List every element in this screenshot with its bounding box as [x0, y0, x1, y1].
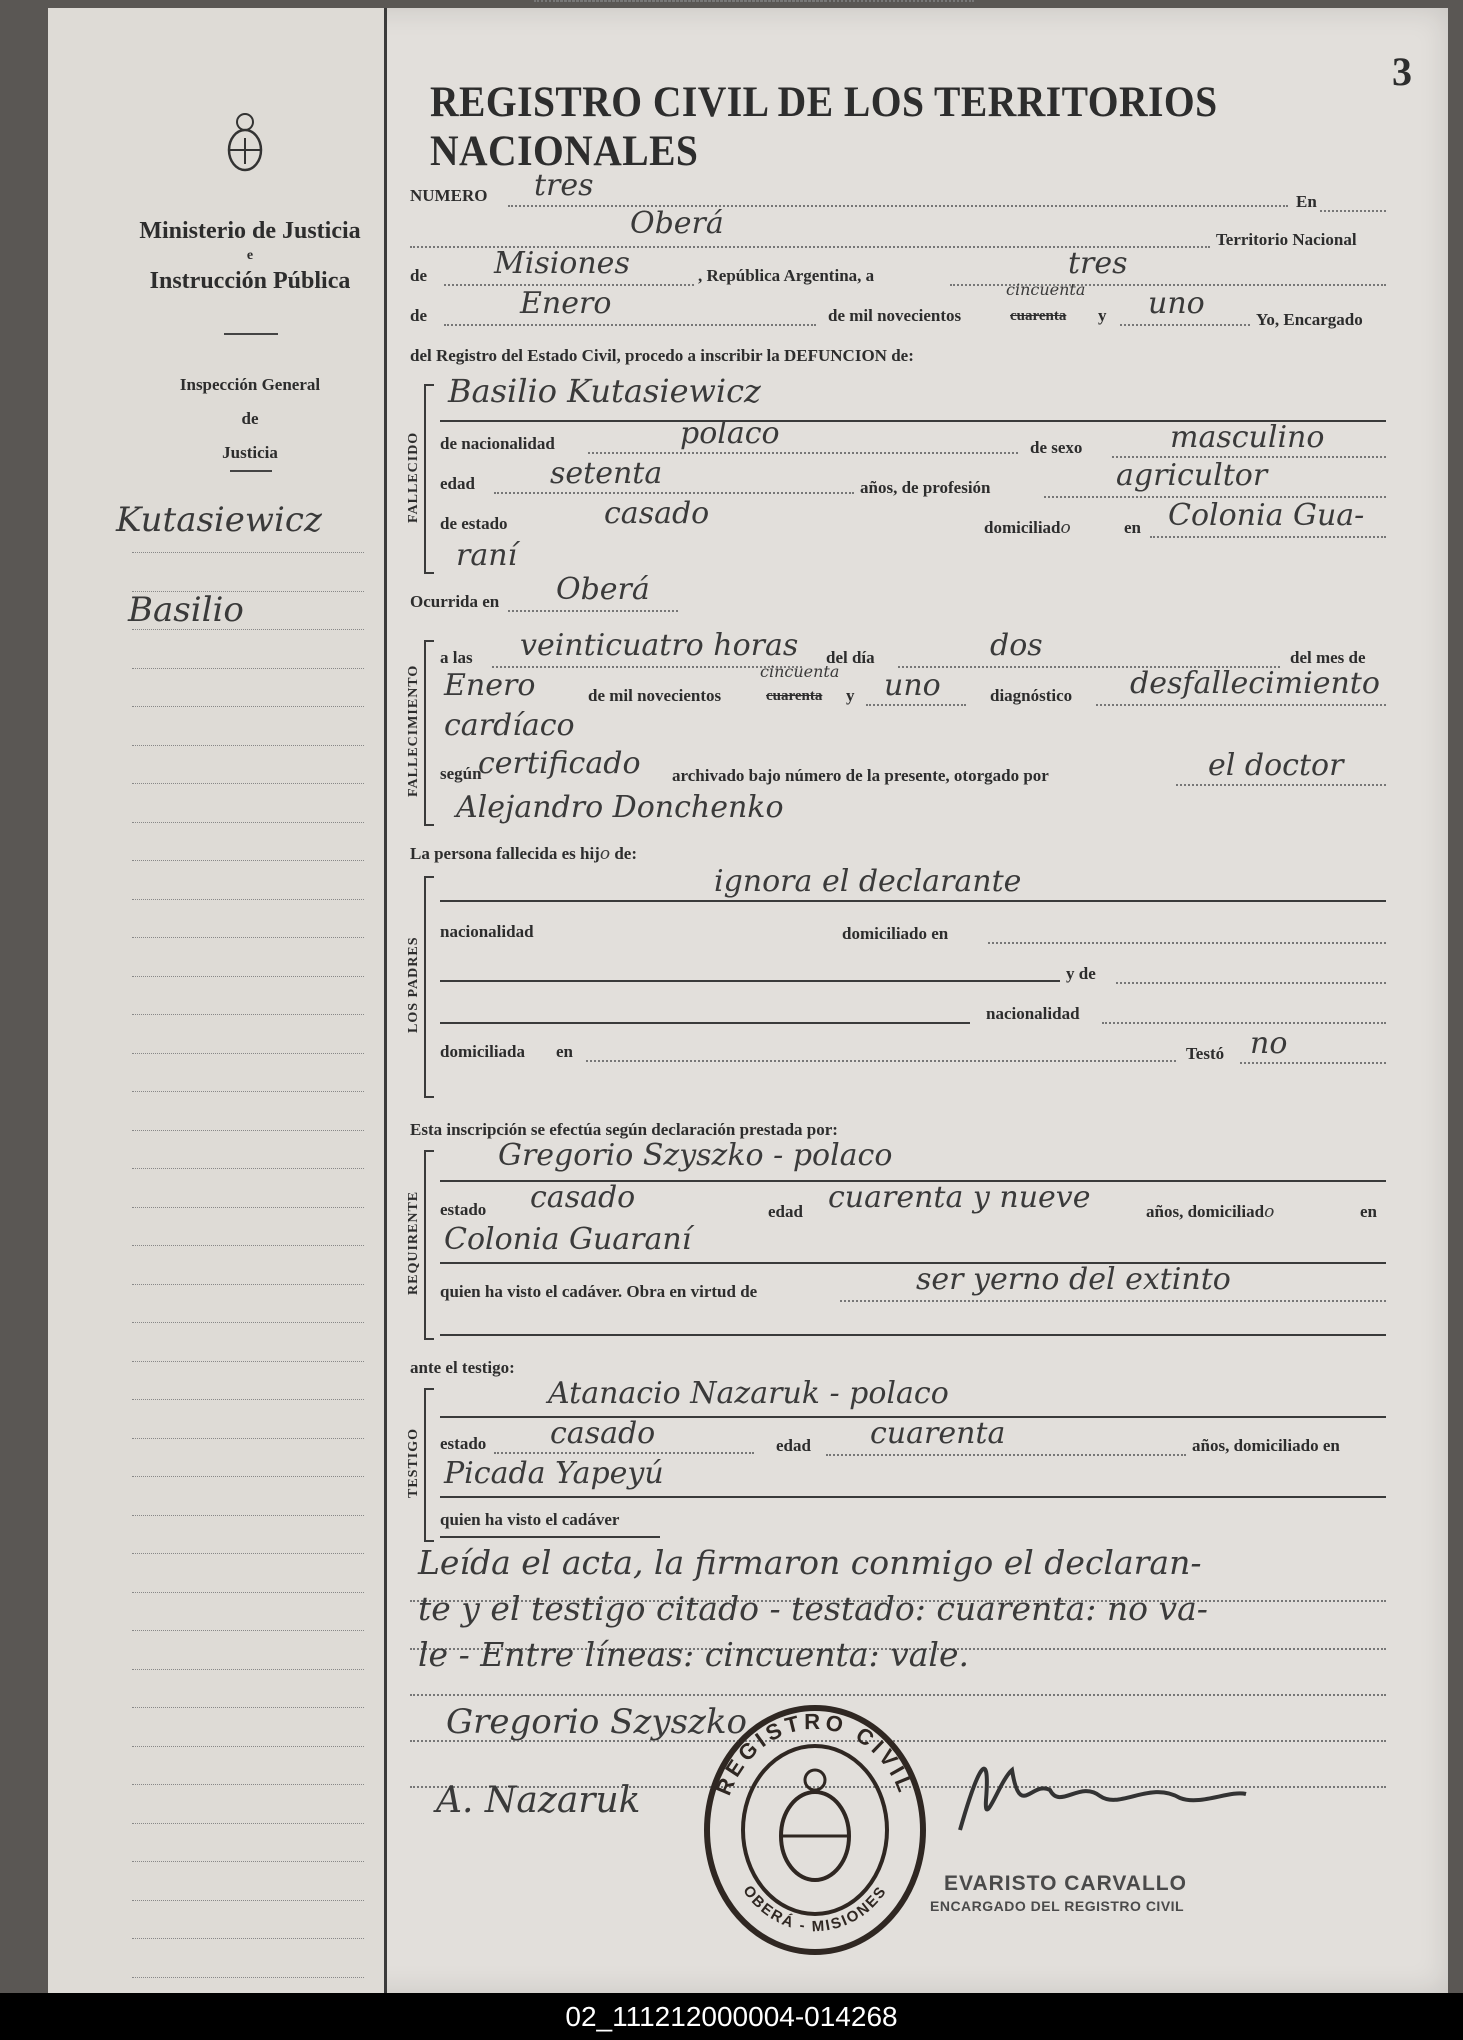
closing-note: [418, 1540, 1208, 1678]
margin-rule-line: [132, 1592, 364, 1593]
req-estado-label: estado: [440, 1200, 487, 1219]
territory-value: Misiones: [494, 246, 630, 281]
otorgado-line: [1176, 784, 1386, 786]
page-number: 3: [1392, 49, 1412, 94]
margin-rule-line: [132, 1322, 364, 1323]
fallecimiento-section-label: FALLECIMIENTO: [406, 664, 421, 798]
margin-rule-line: [132, 783, 364, 784]
left-margin-column: [48, 8, 386, 1993]
domicilio-value: Colonia Gua-: [1168, 498, 1365, 533]
requirente-bottom-rule: [440, 1334, 1386, 1336]
margin-rule-line: [132, 860, 364, 861]
domiciliada-label: domiciliada: [440, 1042, 526, 1061]
padres-domiciliado-line: [988, 942, 1386, 944]
registro-line: del Registro del Estado Civil, procedo a inscribir la DEFUNCION de:: [410, 346, 914, 365]
domicilio-continuation: raní: [456, 538, 518, 573]
del-mes-label: del mes de: [1290, 648, 1366, 667]
margin-rule-line: [132, 1053, 364, 1054]
test-estado-label: estado: [440, 1434, 487, 1453]
mes-value: Enero: [444, 668, 536, 703]
sexo-value: masculino: [1170, 420, 1325, 455]
margin-rule-line: [132, 1284, 364, 1285]
margin-rule-line: [132, 1823, 364, 1824]
padre-value: ignora el declarante: [714, 864, 1022, 899]
y-label-1: y: [1098, 306, 1107, 325]
margin-rule-line: [132, 1669, 364, 1670]
numero-value: tres: [534, 168, 594, 203]
fallecido-en-label: en: [1124, 518, 1141, 537]
padres-rule-2: [440, 980, 1060, 982]
numero-label: NUMERO: [410, 186, 488, 205]
test-anos-label: años, domiciliado en: [1192, 1436, 1340, 1455]
edad-line: [494, 492, 854, 494]
testo-label: Testó: [1186, 1044, 1225, 1063]
margin-rule-line: [132, 1938, 364, 1939]
test-edad-value: cuarenta: [870, 1416, 1006, 1451]
requirente-bracket: [424, 1150, 434, 1340]
de-label-1: de: [410, 266, 427, 285]
inspection-divider: [230, 470, 272, 472]
margin-rule-line: [132, 1361, 364, 1362]
fall-y-label: y: [846, 686, 855, 705]
ministry-line-2: e: [246, 248, 254, 263]
decade-struck: cuarenta: [1010, 308, 1067, 324]
test-edad-label: edad: [776, 1436, 811, 1455]
place-value: Oberá: [630, 206, 724, 241]
estado-value: casado: [604, 496, 710, 531]
domiciliad-text: domiciliad: [984, 518, 1061, 537]
req-edad-label: edad: [768, 1202, 803, 1221]
padres-nacionalidad-line: [556, 0, 826, 2]
margin-rule-line: [132, 899, 364, 900]
sexo-label: de sexo: [1030, 438, 1083, 457]
domiciliada-line: [586, 1060, 1176, 1062]
encargado-title: ENCARGADO DEL REGISTRO CIVIL: [930, 1898, 1185, 1914]
margin-rule-line: [132, 1746, 364, 1747]
month-value: Enero: [520, 286, 612, 321]
month-line: [444, 324, 816, 326]
fall-mil-label: de mil novecientos: [588, 686, 722, 705]
test-edad-line: [826, 1454, 1186, 1456]
margin-rule-line: [132, 1861, 364, 1862]
margin-rule-line: [132, 629, 364, 630]
testo-value: no: [1250, 1026, 1288, 1061]
requirente-name: Gregorio Szyszko - polaco: [498, 1138, 893, 1173]
dia-value: dos: [990, 628, 1043, 663]
testigo-section-label: TESTIGO: [406, 1427, 421, 1499]
declarante-signature: Gregorio Szyszko: [446, 1702, 748, 1742]
y-de-line: [1116, 982, 1386, 984]
test-quien-label: quien ha visto el cadáver: [440, 1510, 620, 1529]
testigo-intro: ante el testigo:: [410, 1358, 515, 1377]
encargado-name: EVARISTO CARVALLO: [944, 1872, 1187, 1895]
margin-rule-line: [132, 1630, 364, 1631]
padres-intro-suffix: o: [599, 844, 611, 864]
ocurrida-line: [508, 610, 678, 612]
margin-rule-line: [132, 1977, 364, 1978]
margin-rule-line: [132, 745, 364, 746]
diagnostico-label: diagnóstico: [990, 686, 1073, 705]
year-unit-value: uno: [1148, 286, 1205, 321]
ministry-heading: [120, 216, 380, 296]
margin-rule-line: [132, 591, 364, 592]
numero-line: [508, 205, 1288, 207]
inspection-line-3: Justicia: [222, 443, 278, 462]
req-domicilio-value: Colonia Guaraní: [444, 1222, 692, 1257]
decade-correction: cincuenta: [1006, 280, 1086, 299]
testigo-bottom-rule: [440, 1536, 660, 1538]
testigo-bracket: [424, 1388, 434, 1542]
fall-decade-correction: cincuenta: [760, 662, 840, 681]
diagnostico-value: desfallecimiento: [1130, 666, 1380, 701]
ministry-line-3: Instrucción Pública: [149, 268, 351, 294]
margin-rule-line: [132, 1245, 364, 1246]
nacionalidad-label: de nacionalidad: [440, 434, 555, 453]
closing-note-line-3: le - Entre líneas: cincuenta: vale.: [418, 1635, 969, 1674]
nacionalidad-value: polaco: [680, 416, 780, 451]
ministry-divider: [224, 333, 278, 335]
day-value: tres: [1068, 246, 1128, 281]
hora-line: [492, 666, 802, 668]
column-divider: [384, 8, 387, 1993]
testo-line: [1240, 1062, 1386, 1064]
year-unit-line: [1120, 324, 1250, 326]
requirente-intro: Esta inscripción se efectúa según declaración prestada por:: [410, 1120, 838, 1139]
padres-nacionalidad2-label: nacionalidad: [986, 1004, 1080, 1023]
diagnostico-line: [1096, 704, 1386, 706]
encargado-label: Yo, Encargado: [1256, 310, 1363, 329]
margin-rule-line: [132, 1553, 364, 1554]
test-domicilio-value: Picada Yapeyú: [444, 1456, 664, 1491]
req-estado-value: casado: [530, 1180, 636, 1215]
stamp-bottom-text: OBERÁ - MISIONES: [739, 1882, 891, 1936]
margin-surname: Kutasiewicz: [116, 500, 322, 540]
inspection-line-2: de: [241, 409, 259, 428]
fall-year-unit-value: uno: [884, 668, 941, 703]
padres-section-label: LOS PADRES: [406, 936, 421, 1034]
padres-intro: [410, 844, 637, 864]
inspection-line-1: Inspección General: [179, 375, 321, 394]
virtud-line: [840, 1300, 1386, 1302]
edad-label: edad: [440, 474, 475, 493]
margin-rule-line: [132, 1014, 364, 1015]
fallecido-section-label: FALLECIDO: [406, 431, 421, 523]
margin-rule-line: [132, 1438, 364, 1439]
fall-year-unit-line: [866, 704, 966, 706]
margin-rule-line: [132, 1900, 364, 1901]
padre-rule: [440, 900, 1386, 902]
otorgado-value: el doctor: [1208, 748, 1344, 783]
margin-rule-line: [132, 1091, 364, 1092]
closing-note-line-1: Leída el acta, la firmaron conmigo el declaran-: [418, 1543, 1202, 1582]
hora-value: veinticuatro horas: [520, 628, 799, 663]
note-line-3: [410, 1694, 1386, 1696]
padres-bracket: [424, 876, 434, 1098]
margin-rule-line: [132, 706, 364, 707]
segun-value: certificado: [478, 746, 641, 781]
ocurrida-value: Oberá: [556, 572, 650, 607]
ministry-line-1: Ministerio de Justicia: [139, 218, 361, 244]
nacionalidad-line: [588, 452, 1018, 454]
encargado-signature-icon: [940, 1740, 1260, 1860]
margin-rule-line: [132, 937, 364, 938]
mil-label: de mil novecientos: [828, 306, 962, 325]
margin-rule-line: [132, 668, 364, 669]
req-anos-label: [1146, 1202, 1274, 1222]
fall-decade-struck: cuarenta: [766, 688, 823, 704]
margin-rule-line: [132, 822, 364, 823]
margin-rule-line: [132, 1515, 364, 1516]
inspection-heading: [150, 368, 350, 470]
padres-domiciliado-label: domiciliado en: [842, 924, 949, 943]
ocurrida-label: Ocurrida en: [410, 592, 500, 611]
domicilio-line: [1150, 536, 1386, 538]
del-dia-label: del día: [826, 648, 875, 667]
margin-rule-line: [132, 1707, 364, 1708]
stamp-top-text: REGISTRO CIVIL: [710, 1708, 920, 1799]
profesion-value: agricultor: [1116, 458, 1268, 493]
padres-rule-3: [440, 1022, 970, 1024]
profesion-label: años, de profesión: [860, 478, 991, 497]
margin-rule-line: [132, 1784, 364, 1785]
en-label: En: [1296, 192, 1317, 211]
padres-intro-text: La persona fallecida es hij: [410, 844, 600, 863]
domiciliad-label: [984, 518, 1071, 538]
margin-given-name: Basilio: [128, 590, 244, 630]
fallecimiento-bracket: [424, 640, 434, 826]
coat-of-arms-icon: [224, 108, 266, 174]
segun-label: según: [440, 764, 482, 783]
test-estado-value: casado: [550, 1416, 656, 1451]
req-edad-value: cuarenta y nueve: [828, 1180, 1091, 1215]
margin-rule-line: [132, 976, 364, 977]
territorio-label: Territorio Nacional: [1216, 230, 1357, 249]
domiciliad-suffix: o: [1060, 518, 1071, 538]
fallecido-bracket: [424, 384, 434, 574]
margin-rule-line: [132, 1168, 364, 1169]
req-anos-text: años, domiciliad: [1146, 1202, 1265, 1221]
margin-rule-line: [132, 552, 364, 553]
en-line: [1320, 210, 1386, 212]
margin-rule-line: [132, 1207, 364, 1208]
test-estado-line: [494, 1452, 754, 1454]
domiciliada-en-label: en: [556, 1042, 573, 1061]
testigo-name: Atanacio Nazaruk - polaco: [548, 1376, 949, 1411]
margin-rule-line: [132, 1399, 364, 1400]
req-en-label: en: [1360, 1202, 1377, 1221]
fallecido-name: Basilio Kutasiewicz: [448, 372, 761, 410]
req-quien-label: quien ha visto el cadáver. Obra en virtud de: [440, 1282, 758, 1301]
republica-label: , República Argentina, a: [698, 266, 875, 285]
req-domicilio-rule: [440, 1262, 1386, 1264]
margin-rule-line: [132, 1130, 364, 1131]
requirente-section-label: REQUIRENTE: [406, 1190, 421, 1296]
testigo-signature: A. Nazaruk: [436, 1780, 641, 1821]
req-anos-suffix: o: [1264, 1202, 1275, 1222]
page-title: REGISTRO CIVIL DE LOS TERRITORIOS NACIONALES: [430, 79, 1218, 175]
virtud-value: ser yerno del extinto: [916, 1262, 1231, 1297]
padres-nacionalidad2-line: [1102, 1022, 1386, 1024]
estado-label: de estado: [440, 514, 508, 533]
registro-civil-stamp: [700, 1700, 930, 1960]
edad-value: setenta: [550, 456, 663, 491]
diagnostico-continuation: cardíaco: [444, 708, 575, 743]
closing-note-line-2: te y el testigo citado - testado: cuarenta: no va-: [418, 1589, 1208, 1628]
a-las-label: a las: [440, 648, 473, 667]
de-label-2: de: [410, 306, 427, 325]
padres-intro-de: de:: [614, 844, 638, 863]
file-id-bar: 02_111212000004-014268: [0, 1993, 1463, 2040]
padres-nacionalidad-label: nacionalidad: [440, 922, 534, 941]
margin-rule-line: [132, 1476, 364, 1477]
test-domicilio-rule: [440, 1496, 1386, 1498]
doctor-value: Alejandro Donchenko: [456, 790, 784, 825]
archivado-label: archivado bajo número de la presente, otorgado por: [672, 766, 1049, 785]
y-de-label: y de: [1066, 964, 1096, 983]
